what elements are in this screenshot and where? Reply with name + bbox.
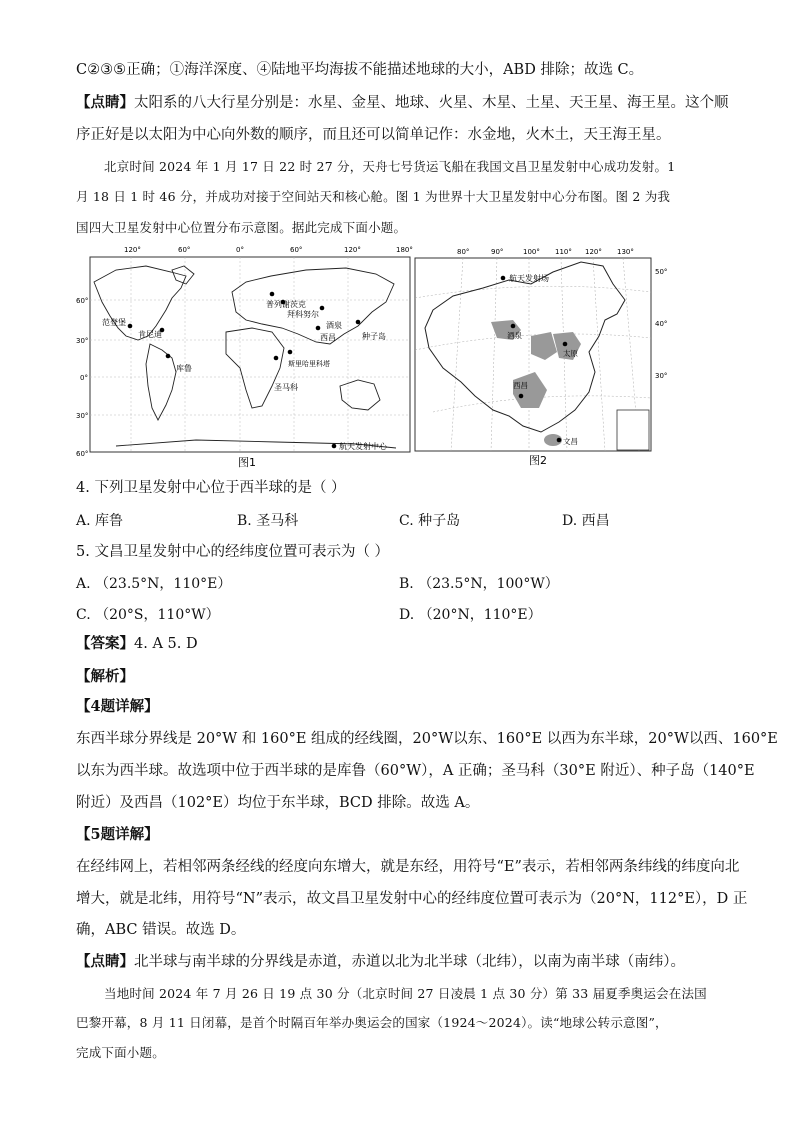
fig1-left-tick: 60° bbox=[76, 450, 89, 458]
q4-detail-line-3: 附近）及西昌（102°E）均位于东半球，BCD 排除。故选 A。 bbox=[76, 795, 480, 811]
figure1-world-map bbox=[76, 240, 416, 470]
fig1-left-tick: 30° bbox=[76, 337, 89, 345]
fig1-top-tick: 0° bbox=[236, 246, 244, 254]
q5-option-c: C. （20°S，110°W） bbox=[76, 607, 220, 623]
fig1-top-tick: 120° bbox=[124, 246, 141, 254]
fig1-left-tick: 30° bbox=[76, 412, 89, 420]
fig1-top-tick: 60° bbox=[290, 246, 303, 254]
fig2-top-tick: 120° bbox=[585, 248, 602, 256]
q4-option-a: A. 库鲁 bbox=[76, 513, 124, 529]
tip-label: 【点睛】 bbox=[76, 94, 134, 111]
answer-line bbox=[76, 634, 716, 654]
tip-paragraph-2: 序正好是以太阳为中心向外数的顺序，而且还可以简单记作：水金地，火木土，天王海王星。 bbox=[76, 127, 671, 143]
fig2-right-tick: 50° bbox=[655, 268, 668, 276]
fig2-site-label: 西昌 bbox=[513, 381, 528, 390]
q5-detail-label: 【5题详解】 bbox=[76, 826, 159, 843]
tip2-paragraph bbox=[76, 952, 716, 972]
fig1-site-label: 肯尼迪 bbox=[138, 330, 162, 339]
fig2-top-tick: 110° bbox=[555, 248, 572, 256]
intro-line-1: 北京时间 2024 年 1 月 17 日 22 时 27 分，天舟七号货运飞船在我国文昌卫星发射中心成功发射。1 bbox=[104, 159, 676, 174]
tip2-text: 北半球与南半球的分界线是赤道，赤道以北为北半球（北纬），以南为南半球（南纬）。 bbox=[134, 954, 685, 970]
analysis-label: 【解析】 bbox=[76, 668, 134, 685]
q5-option-a: A. （23.5°N，110°E） bbox=[76, 576, 232, 592]
outro-line-1: 当地时间 2024 年 7 月 26 日 19 点 30 分（北京时间 27 日凌晨 1 点 30 分）第 33 届夏季奥运会在法国 bbox=[104, 986, 707, 1001]
fig1-legend: 航天发射中心 bbox=[339, 442, 387, 451]
q4-option-d: D. 西昌 bbox=[562, 513, 610, 529]
fig1-left-tick: 60° bbox=[76, 297, 89, 305]
fig2-top-tick: 100° bbox=[523, 248, 540, 256]
fig1-site-label: 普列谢茨克 bbox=[266, 300, 306, 309]
fig2-top-tick: 80° bbox=[457, 248, 470, 256]
outro-line-3: 完成下面小题。 bbox=[76, 1045, 165, 1060]
q5-option-b: B. （23.5°N，100°W） bbox=[399, 576, 559, 592]
q4-option-b: B. 圣马科 bbox=[237, 513, 299, 529]
intro-line-3: 国四大卫星发射中心位置分布示意图。据此完成下面小题。 bbox=[76, 220, 407, 235]
q5-detail-line-2: 增大，就是北纬，用符号“N”表示，故文昌卫星发射中心的经纬度位置可表示为（20°N，112°E），D 正 bbox=[76, 891, 748, 907]
q5-detail-line-3: 确，ABC 错误。故选 D。 bbox=[76, 922, 246, 938]
answer-label: 【答案】 bbox=[76, 635, 134, 652]
fig2-legend: 航天发射场 bbox=[509, 274, 549, 283]
fig1-top-tick: 60° bbox=[178, 246, 191, 254]
fig1-site-label: 库鲁 bbox=[176, 364, 192, 373]
intro-line-2: 月 18 日 1 时 46 分，并成功对接于空间站天和核心舱。图 1 为世界十大卫星发射中心分布图。图 2 为我 bbox=[76, 189, 671, 204]
outro-line-2: 巴黎开幕，8 月 11 日闭幕，是首个时隔百年举办奥运会的国家（1924～2024）。读“地球公转示意图”， bbox=[76, 1015, 668, 1030]
q4-detail-label: 【4题详解】 bbox=[76, 698, 159, 715]
figure2-china-map bbox=[413, 240, 683, 470]
q4-detail-line-1: 东西半球分界线是 20°W 和 160°E 组成的经线圈，20°W以东、160°E 以西为东半球，20°W以西、160°E bbox=[76, 731, 778, 747]
fig1-caption: 图1 bbox=[238, 456, 256, 469]
fig1-site-label: 圣马科 bbox=[274, 383, 298, 392]
tip2-label: 【点睛】 bbox=[76, 953, 134, 970]
fig2-site-label: 文昌 bbox=[563, 437, 578, 446]
q5-stem: 5. 文昌卫星发射中心的经纬度位置可表示为（ ） bbox=[76, 544, 390, 560]
fig2-top-tick: 130° bbox=[617, 248, 634, 256]
fig1-top-tick: 180° bbox=[396, 246, 413, 254]
fig1-site-label: 种子岛 bbox=[362, 332, 386, 341]
answer-text: 4. A 5. D bbox=[134, 636, 198, 652]
fig2-caption: 图2 bbox=[529, 454, 547, 467]
fig1-top-tick: 120° bbox=[344, 246, 361, 254]
fig2-site-label: 酒泉 bbox=[507, 331, 522, 340]
q4-detail-line-2: 以东为西半球。故选项中位于西半球的是库鲁（60°W），A 正确；圣马科（30°E 附近）、种子岛（140°E bbox=[76, 763, 755, 779]
fig2-right-tick: 40° bbox=[655, 320, 668, 328]
fig2-site-label: 太原 bbox=[563, 349, 578, 358]
q4-stem: 4. 下列卫星发射中心位于西半球的是（ ） bbox=[76, 480, 346, 496]
tip-paragraph-1 bbox=[76, 93, 729, 113]
fig1-site-label: 西昌 bbox=[320, 333, 336, 342]
q5-detail-line-1: 在经纬网上，若相邻两条经线的经度向东增大，就是东经，用符号“E”表示，若相邻两条纬线的纬度向北 bbox=[76, 859, 740, 875]
prev-answer-line: C②③⑤正确；①海洋深度、④陆地平均海拔不能描述地球的大小，ABD 排除；故选 C。 bbox=[76, 62, 644, 78]
fig1-site-label: 拜科努尔 bbox=[287, 310, 319, 319]
fig1-frame bbox=[90, 257, 410, 452]
q5-option-d: D. （20°N，110°E） bbox=[399, 607, 542, 623]
q4-option-c: C. 种子岛 bbox=[399, 513, 461, 529]
fig1-site-label: 斯里哈里科塔 bbox=[288, 360, 330, 368]
fig1-site-label: 酒泉 bbox=[326, 321, 342, 330]
fig2-right-tick: 30° bbox=[655, 372, 668, 380]
fig1-left-tick: 0° bbox=[80, 374, 88, 382]
fig2-top-tick: 90° bbox=[491, 248, 504, 256]
tip-text-1: 太阳系的八大行星分别是：水星、金星、地球、火星、木星、土星、天王星、海王星。这个顺 bbox=[134, 95, 729, 111]
fig1-site-label: 范登堡 bbox=[102, 318, 126, 327]
fig2-inset-box bbox=[617, 410, 649, 450]
